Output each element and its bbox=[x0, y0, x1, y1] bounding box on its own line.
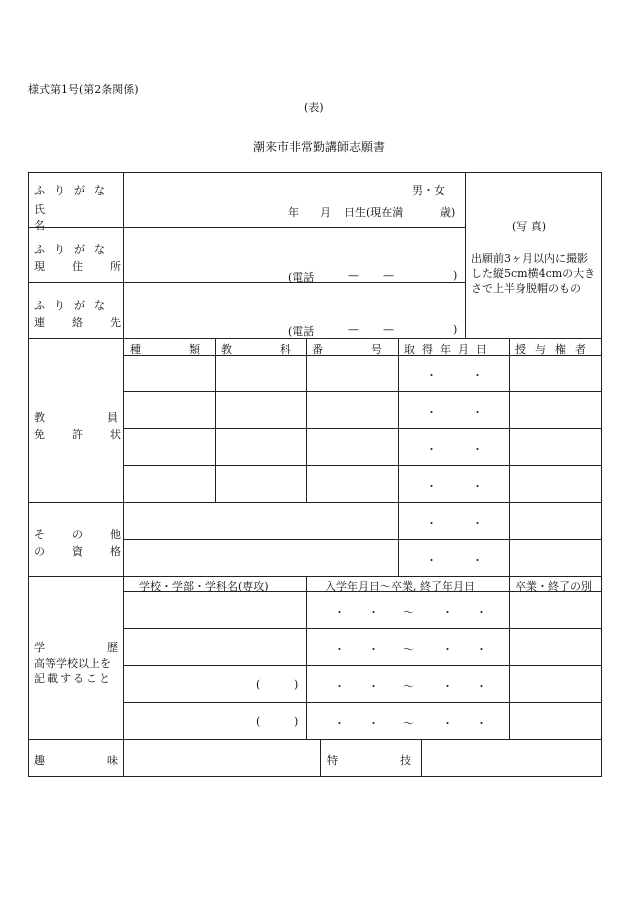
tilde: 〜 bbox=[403, 680, 414, 693]
photo-title: (写 真) bbox=[512, 220, 547, 233]
license-header-subject: 教科 bbox=[221, 343, 339, 356]
grid-line bbox=[509, 576, 510, 739]
phone-close: ) bbox=[453, 323, 458, 336]
tilde: 〜 bbox=[403, 606, 414, 619]
date-separator: ・ bbox=[476, 643, 487, 656]
grid-line bbox=[398, 338, 399, 576]
education-label: 学歴 bbox=[34, 641, 180, 654]
grid-line bbox=[123, 665, 602, 666]
phone-dash: — bbox=[383, 269, 394, 282]
tilde: 〜 bbox=[403, 717, 414, 730]
date-separator: ・ bbox=[368, 606, 379, 619]
date-separator: ・ bbox=[476, 717, 487, 730]
paren-close: ) bbox=[294, 715, 299, 728]
grid-line bbox=[28, 739, 602, 740]
grid-line bbox=[509, 338, 510, 576]
date-separator: ・ bbox=[334, 643, 345, 656]
grid-line bbox=[123, 465, 602, 466]
furigana-label-address: ふりがな bbox=[34, 243, 114, 256]
date-separator: ・ bbox=[472, 443, 483, 456]
birth-year-label: 年 bbox=[288, 206, 299, 219]
furigana-text: ふりがな bbox=[34, 184, 114, 197]
date-separator: ・ bbox=[426, 517, 437, 530]
license-header-type: 種類 bbox=[130, 343, 248, 356]
photo-desc-line: さで上半身脱帽のもの bbox=[471, 282, 581, 295]
phone-dash: — bbox=[348, 323, 359, 336]
education-label: 記載すること bbox=[34, 672, 112, 685]
license-header-issuer: 授与権者 bbox=[515, 343, 595, 356]
date-separator: ・ bbox=[368, 680, 379, 693]
gender-choice[interactable]: 男・女 bbox=[412, 184, 445, 197]
form-title: 潮来市非常勤講師志願書 bbox=[253, 140, 386, 154]
date-separator: ・ bbox=[426, 480, 437, 493]
form-number: 様式第1号(第2条関係) bbox=[28, 83, 139, 96]
license-header-number: 番号 bbox=[312, 343, 430, 356]
education-header-status: 卒業・終了の別 bbox=[515, 580, 592, 593]
date-separator: ・ bbox=[476, 680, 487, 693]
date-separator: ・ bbox=[426, 406, 437, 419]
other-quals-label: その他 bbox=[34, 528, 148, 541]
furigana-label bbox=[34, 182, 117, 198]
grid-line bbox=[28, 338, 602, 339]
grid-line bbox=[215, 338, 216, 502]
date-separator: ・ bbox=[442, 606, 453, 619]
education-label: 高等学校以上を bbox=[34, 657, 111, 670]
date-separator: ・ bbox=[368, 643, 379, 656]
phone-label: (電話 bbox=[288, 325, 315, 338]
phone-label: (電話 bbox=[288, 271, 315, 284]
license-header-acquired: 取得年月日 bbox=[404, 343, 494, 356]
grid-line bbox=[123, 628, 602, 629]
grid-line bbox=[28, 576, 602, 577]
grid-line bbox=[28, 776, 602, 777]
name-label bbox=[34, 201, 117, 233]
date-separator: ・ bbox=[472, 406, 483, 419]
license-label: 教員 bbox=[34, 411, 180, 424]
grid-line bbox=[601, 172, 602, 777]
skill-label: 特技 bbox=[327, 754, 473, 767]
date-separator: ・ bbox=[368, 717, 379, 730]
tilde: 〜 bbox=[403, 643, 414, 656]
grid-line bbox=[28, 502, 602, 503]
grid-line bbox=[123, 702, 602, 703]
photo-desc-line: 出願前3ヶ月以内に撮影 bbox=[471, 252, 588, 265]
other-quals-label: の資格 bbox=[34, 545, 148, 558]
date-separator: ・ bbox=[334, 717, 345, 730]
contact-label: 連絡先 bbox=[34, 316, 148, 329]
phone-dash: — bbox=[383, 323, 394, 336]
date-separator: ・ bbox=[472, 554, 483, 567]
paren-open: ( bbox=[256, 678, 261, 691]
grid-line bbox=[320, 739, 321, 777]
grid-line bbox=[465, 172, 466, 338]
birth-day-label: 日生(現在満 bbox=[344, 206, 404, 219]
grid-line bbox=[306, 338, 307, 502]
date-separator: ・ bbox=[472, 369, 483, 382]
grid-line bbox=[123, 428, 602, 429]
grid-line bbox=[123, 391, 602, 392]
age-suffix-label: 歳) bbox=[440, 206, 456, 219]
date-separator: ・ bbox=[476, 606, 487, 619]
date-separator: ・ bbox=[442, 643, 453, 656]
date-separator: ・ bbox=[472, 517, 483, 530]
phone-close: ) bbox=[453, 269, 458, 282]
paren-open: ( bbox=[256, 715, 261, 728]
grid-line bbox=[28, 282, 466, 283]
birth-month-label: 月 bbox=[320, 206, 331, 219]
education-header-school: 学校・学部・学科名(専攻) bbox=[139, 580, 269, 593]
date-separator: ・ bbox=[334, 680, 345, 693]
photo-desc-line: した縦5cm横4cmの大き bbox=[471, 267, 596, 280]
paren-close: ) bbox=[294, 678, 299, 691]
grid-line bbox=[28, 172, 29, 777]
form-side-label: (表) bbox=[304, 101, 324, 114]
date-separator: ・ bbox=[442, 717, 453, 730]
date-separator: ・ bbox=[426, 554, 437, 567]
license-label: 免許状 bbox=[34, 428, 148, 441]
date-separator: ・ bbox=[426, 369, 437, 382]
date-separator: ・ bbox=[334, 606, 345, 619]
date-separator: ・ bbox=[426, 443, 437, 456]
date-separator: ・ bbox=[442, 680, 453, 693]
grid-line bbox=[306, 576, 307, 739]
grid-line bbox=[123, 539, 602, 540]
furigana-label-contact: ふりがな bbox=[34, 299, 114, 312]
grid-line bbox=[28, 172, 602, 173]
hobby-label: 趣味 bbox=[34, 754, 180, 767]
education-header-dates: 入学年月日〜卒業, 終了年月日 bbox=[325, 580, 475, 593]
date-separator: ・ bbox=[472, 480, 483, 493]
name-label-text: 氏名 bbox=[34, 203, 107, 232]
phone-dash: — bbox=[348, 269, 359, 282]
address-label: 現住所 bbox=[34, 260, 148, 273]
